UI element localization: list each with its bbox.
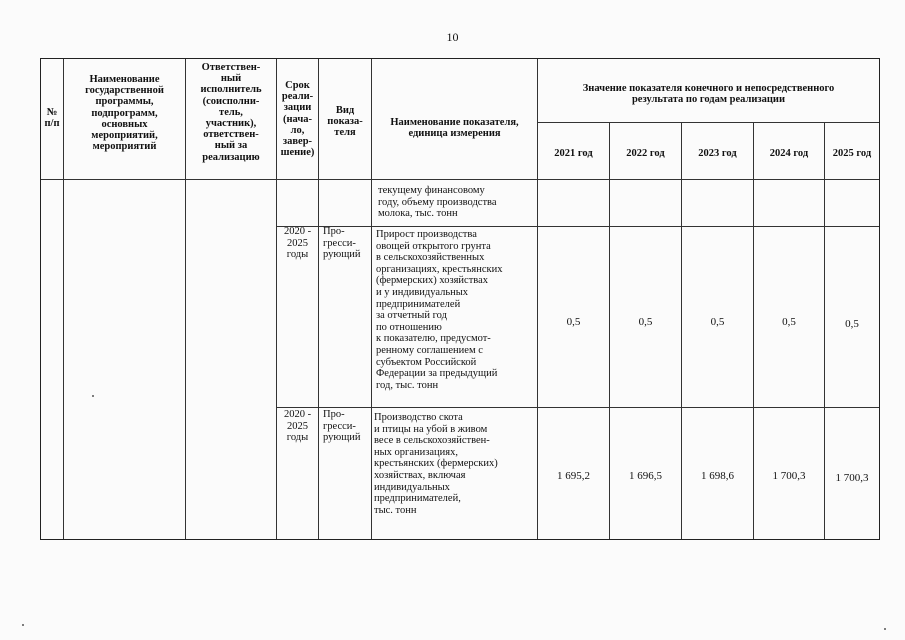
- table-cell-value: 0,5: [710, 316, 725, 328]
- header-year: 2025 год: [832, 148, 872, 159]
- table-cell-value: 1 695,2: [557, 470, 590, 482]
- row-divider: [537, 122, 879, 123]
- header-term: Срок реали- зации (нача- ло, завер- шение): [280, 80, 315, 159]
- header-number: № п/п: [44, 107, 60, 130]
- table-row-type: Про- гресси- рующий: [323, 226, 361, 261]
- header-type: Вид показа- теля: [327, 105, 363, 139]
- header-values-group: Значение показателя конечного и непосредственного результата по годам реализации: [582, 83, 835, 106]
- table-cell-value: 1 700,3: [835, 472, 869, 484]
- table-cell-value: 0,5: [782, 316, 796, 328]
- table-cell-value: 0,5: [845, 318, 859, 330]
- header-responsible: Ответствен- ный исполнитель (соисполни- тель, участник), ответствен- ный за реализацию: [200, 62, 262, 163]
- header-program: Наименование государственной программы, подпрограмм, основных мероприятий, мероприятий: [85, 74, 164, 153]
- table-row-indicator: Прирост производства овощей открытого грунта в сельскохозяйственных организациях, крестьянских (фермерских) хозяйствах и у индивидуальных предпринимателей за отчетный год по отношению к показателю, предусмот- ренному соглашением с субъектом Российской Федерации за предыдущий год, тыс. тонн: [376, 229, 503, 391]
- table-cell-value: 0,5: [638, 316, 653, 328]
- scan-speck: [92, 395, 94, 397]
- scan-speck: [22, 624, 24, 626]
- table-cell-value: 1 696,5: [629, 470, 662, 482]
- header-year: 2024 год: [769, 148, 809, 159]
- table-row-indicator: Производство скота и птицы на убой в живом весе в сельскохозяйствен- ных организациях, крестьянских (фермерских) хозяйствах, включая индивидуальных предпринимателей, тыс. тонн: [374, 412, 498, 516]
- table-cell-value: 1 700,3: [772, 470, 806, 482]
- table-row-term: 2020 - 2025 годы: [283, 226, 312, 261]
- header-year: 2022 год: [626, 148, 665, 159]
- table-row-indicator: текущему финансовому году, объему производства молока, тыс. тонн: [378, 185, 497, 220]
- header-year: 2021 год: [554, 148, 593, 159]
- table-cell-value: 0,5: [566, 316, 581, 328]
- table-row-type: Про- гресси- рующий: [323, 409, 361, 444]
- indicator-table: [40, 58, 880, 540]
- header-year: 2023 год: [698, 148, 737, 159]
- table-cell-value: 1 698,6: [701, 470, 734, 482]
- row-divider: [276, 407, 879, 408]
- header-indicator: Наименование показателя, единица измерения: [390, 117, 519, 140]
- scan-speck: [884, 628, 886, 630]
- table-row-term: 2020 - 2025 годы: [283, 409, 312, 444]
- page-number: 10: [446, 30, 459, 44]
- header-bottom-line: [41, 179, 879, 180]
